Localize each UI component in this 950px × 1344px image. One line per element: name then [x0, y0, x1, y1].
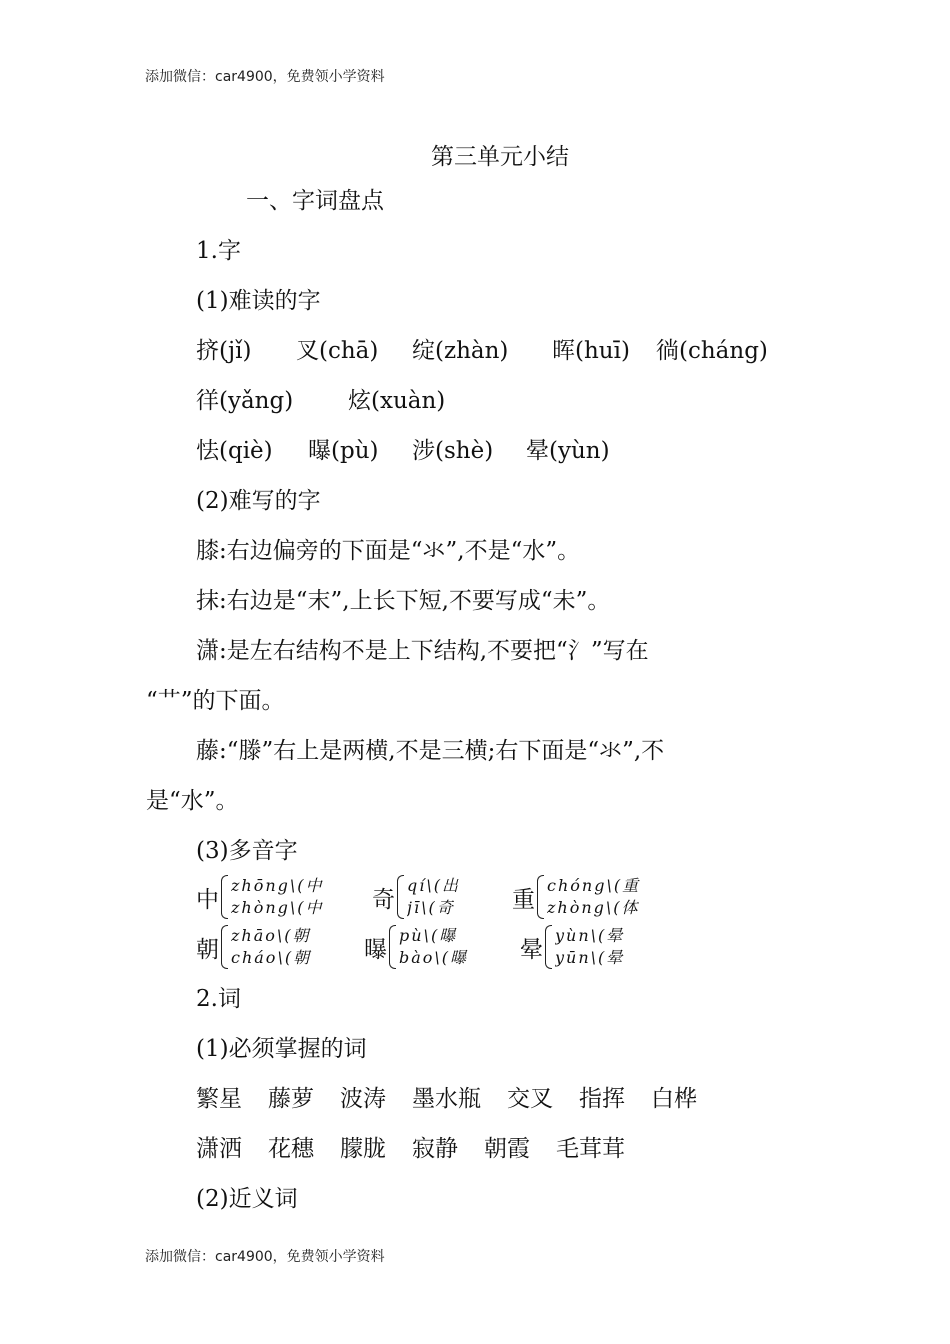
hard-read-item: 怯(qiè) [196, 438, 273, 464]
polyphone-group [372, 872, 479, 922]
polyphone-readings [231, 875, 327, 919]
reading: jī\(奇 [407, 898, 455, 917]
hard-read-row-3 [196, 436, 610, 466]
hard-read-item: 晕(yùn) [526, 438, 610, 464]
synonym-heading: (2)近义词 [196, 1186, 298, 1212]
polyphone-char: 曝 [364, 936, 387, 963]
word-item: 毛茸茸 [556, 1136, 625, 1162]
reading: zhāo\(朝 [231, 926, 311, 945]
hard-write-line: 膝:右边偏旁的下面是“氺”,不是“水”。 [196, 538, 581, 564]
hard-read-item: 挤(jǐ) [196, 338, 252, 364]
polyphone-group [196, 922, 341, 972]
brace-icon [537, 875, 544, 919]
word-item: 交叉 [507, 1086, 553, 1112]
word-item: 寂静 [412, 1136, 458, 1162]
hard-read-row-2 [196, 386, 445, 416]
must-row-1 [196, 1084, 723, 1114]
polyphone-char: 奇 [372, 886, 395, 913]
word-item: 白桦 [651, 1086, 697, 1112]
polyphone-readings [407, 875, 479, 919]
brace-icon [221, 925, 228, 969]
hard-write-line: 是“水”。 [146, 788, 239, 814]
polyphone-readings [547, 875, 671, 919]
polyphone-group [196, 872, 327, 922]
word-item: 繁星 [196, 1086, 242, 1112]
sub-heading-word: 2.词 [196, 986, 241, 1012]
polyphone-char: 朝 [196, 936, 219, 963]
polyphone-readings [231, 925, 341, 969]
hard-write-line: 抹:右边是“末”,上长下短,不要写成“未”。 [196, 588, 611, 614]
word-item: 花穗 [268, 1136, 314, 1162]
hard-write-line: 藤:“滕”右上是两横,不是三横;右下面是“氺”,不 [196, 738, 665, 764]
hard-read-item: 徜(cháng) [656, 338, 768, 364]
reading: chóng\(重 [547, 876, 641, 895]
hard-write-line: 潇:是左右结构不是上下结构,不要把“氵”写在 [196, 638, 649, 664]
reading: zhòng\(中 [231, 898, 324, 917]
brace-icon [221, 875, 228, 919]
word-item: 朦胧 [340, 1136, 386, 1162]
polyphone-group [520, 922, 665, 972]
word-item: 潇洒 [196, 1136, 242, 1162]
hard-read-item: 炫(xuàn) [348, 388, 446, 414]
page-footer: 添加微信：car4900，免费领小学资料 [145, 1249, 385, 1265]
reading: pù\(曝 [399, 926, 458, 945]
brace-icon [545, 925, 552, 969]
reading: cháo\(朝 [231, 948, 312, 967]
reading: bào\(曝 [399, 948, 469, 967]
polyphone-char: 重 [512, 886, 535, 913]
polyphone-char: 晕 [520, 936, 543, 963]
page-title: 第三单元小结 [431, 144, 569, 170]
word-item: 墨水瓶 [412, 1086, 481, 1112]
sub-heading-char: 1.字 [196, 238, 241, 264]
brace-icon [397, 875, 404, 919]
hard-read-item: 绽(zhàn) [412, 338, 509, 364]
hard-read-heading: (1)难读的字 [196, 288, 321, 314]
page-header: 添加微信：car4900，免费领小学资料 [145, 69, 385, 85]
word-item: 波涛 [340, 1086, 386, 1112]
word-item: 指挥 [579, 1086, 625, 1112]
reading: zhōng\(中 [231, 876, 324, 895]
brace-icon [389, 925, 396, 969]
hard-read-item: 晖(huī) [552, 338, 630, 364]
polyphone-char: 中 [196, 886, 219, 913]
hard-read-item: 涉(shè) [412, 438, 494, 464]
polyphone-readings [555, 925, 665, 969]
reading: yùn\(晕 [555, 926, 625, 945]
polyphone-group [364, 922, 499, 972]
must-heading: (1)必须掌握的词 [196, 1036, 367, 1062]
reading: zhòng\(体 [547, 898, 640, 917]
polyphone-heading: (3)多音字 [196, 838, 298, 864]
polyphone-group [512, 872, 671, 922]
word-item: 藤萝 [268, 1086, 314, 1112]
section-heading: 一、字词盘点 [246, 188, 384, 214]
hard-read-item: 叉(chā) [296, 338, 379, 364]
hard-write-heading: (2)难写的字 [196, 488, 321, 514]
hard-write-line: “艹”的下面。 [146, 688, 285, 714]
reading: qí\(出 [407, 876, 460, 895]
must-row-2 [196, 1134, 651, 1164]
polyphone-readings [399, 925, 499, 969]
reading: yūn\(晕 [555, 948, 625, 967]
hard-read-row-1 [196, 336, 768, 366]
word-item: 朝霞 [484, 1136, 530, 1162]
hard-read-item: 曝(pù) [308, 438, 379, 464]
hard-read-item: 徉(yǎng) [196, 388, 294, 414]
